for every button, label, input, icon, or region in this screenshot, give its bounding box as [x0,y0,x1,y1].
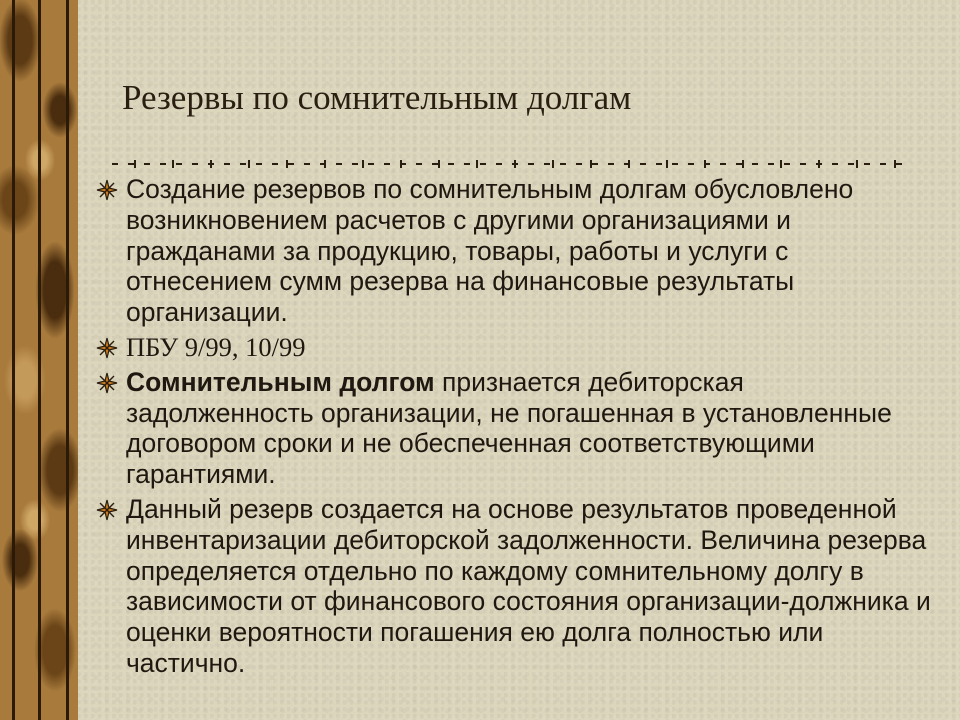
bullet-text [126,367,936,490]
bullet-item [96,367,936,490]
sidebar-line-middle [38,0,41,720]
bullet-item [96,174,936,328]
bullet-item [96,494,936,679]
sidebar-line-left [12,0,15,720]
bullet-list [96,174,936,683]
bullet-item [96,332,936,363]
bullet-text: Создание резервов по сомнительным долгам обусловлено возникновением расчетов с другими организациями и гражданами за продукцию, товары, работы и услуги с отнесением сумм резерва на финансовые результаты организации. [126,174,854,328]
star-sparkle-icon [96,372,118,394]
decorative-sidebar [0,0,78,720]
slide-title: Резервы по сомнительным долгам [122,78,632,117]
divider-ticks [134,160,896,168]
star-sparkle-icon [96,499,118,521]
bullet-text-rest: признается дебиторская задолженность организации, не погашенная в установленные договором сроки и не обеспеченная соответствующими гарантиями. [126,366,892,490]
bullet-bold-term: Сомнительным долгом [126,366,435,397]
bullet-text: ПБУ 9/99, 10/99 [126,331,306,362]
star-sparkle-icon [96,179,118,201]
bullet-text: Данный резерв создается на основе результатов проведенной инвентаризации дебиторской задолженности. Величина резерва определяется отдельно по каждому сомнительному долгу в зависимости от финансового состояния организации-должника и оценки вероятности погашения ею долга полностью или частично. [126,493,931,678]
title-divider [112,160,912,168]
star-sparkle-icon [96,337,118,359]
sidebar-line-right [66,0,69,720]
